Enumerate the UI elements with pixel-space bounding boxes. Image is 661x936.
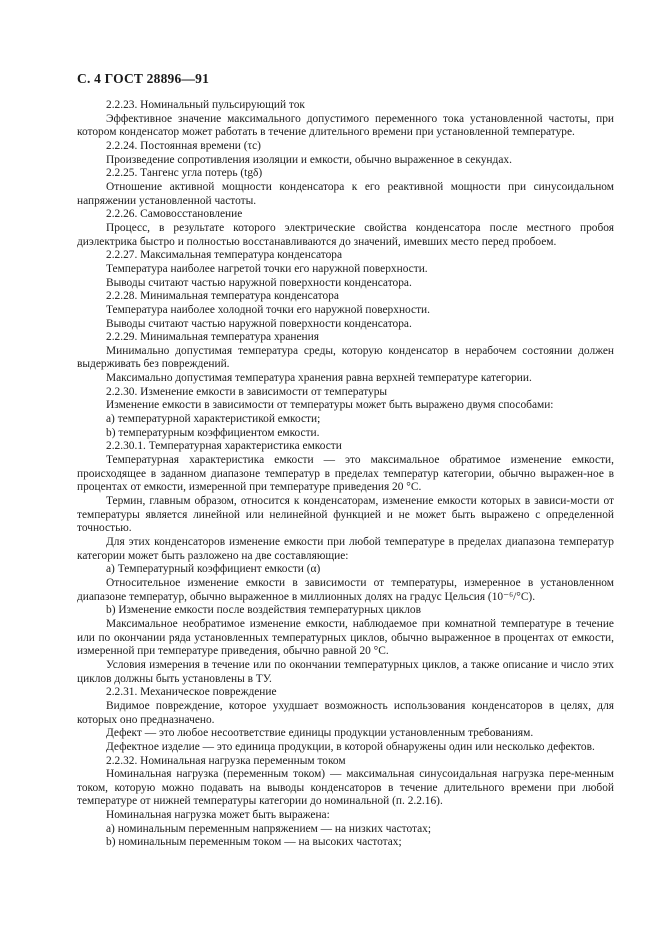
section-heading: 2.2.24. Постоянная времени (τc) (106, 139, 261, 152)
paragraph: Термин, главным образом, относится к конденсаторам, изменение емкости которых в зависи-мости от температуры является линейной или нелинейной функцией и не может быть выражено с определенной точностью. (77, 495, 614, 535)
paragraph: Видимое повреждение, которое ухудшает возможность использования конденсаторов в целях, для которых оно предназначено. (77, 699, 614, 726)
paragraph: Изменение емкости в зависимости от температуры может быть выражено двумя способами: (106, 399, 554, 412)
list-item: а) температурной характеристикой емкости; (106, 413, 321, 426)
section-heading: 2.2.29. Минимальная температура хранения (106, 331, 319, 344)
paragraph: Относительное изменение емкости в зависимости от температуры, измеренное в установленном диапазоне температур, обычно выраженное в миллионных долях на градус Цельсия (10⁻⁶/°С). (77, 576, 614, 603)
page-header: С. 4 ГОСТ 28896—91 (77, 71, 210, 86)
list-item: b) номинальным переменным током — на высоких частотах; (106, 836, 402, 849)
paragraph: Для этих конденсаторов изменение емкости при любой температуре в пределах диапазона температур категории может быть разложено на две составляющие: (77, 536, 614, 562)
section-heading: 2.2.27. Максимальная температура конденсатора (106, 249, 343, 262)
paragraph: Температура наиболее холодной точки его наружной поверхности. (106, 303, 431, 316)
paragraph: Эффективное значение максимального допустимого переменного тока установленной частоты, при котором конденсатор может работать в течение длительного времени при установленной температуре. (77, 112, 614, 139)
section-heading: 2.2.30.1. Температурная характеристика емкости (106, 440, 342, 453)
paragraph: Температурная характеристика емкости — это максимальное обратимое изменение емкости, происходящее в заданном диапазоне температур в пределах температур категории, обычно выражен-ное в процентах от емкости, измеренной при температуре приведения 20 °С. (77, 454, 614, 494)
paragraph: Отношение активной мощности конденсатора к его реактивной мощности при синусоидальном напряжении установленной частоты. (77, 180, 614, 207)
section-heading: 2.2.30. Изменение емкости в зависимости от температуры (106, 385, 388, 398)
paragraph: Условия измерения в течение или по окончании температурных циклов, а также описание и число этих циклов должны быть установлены в ТУ. (77, 658, 614, 685)
paragraph: Дефектное изделие — это единица продукции, в которой обнаружены один или несколько дефектов. (106, 740, 595, 753)
paragraph: Максимально допустимая температура хранения равна верхней температуре категории. (106, 372, 532, 385)
list-item: b) температурным коэффициентом емкости. (106, 426, 320, 439)
paragraph: Дефект — это любое несоответствие единицы продукции установленным требованиям. (106, 727, 534, 740)
paragraph: Температура наиболее нагретой точки его наружной поверхности. (106, 262, 428, 275)
list-item: а) Температурный коэффициент емкости (α) (106, 563, 321, 576)
section-heading: 2.2.25. Тангенс угла потерь (tgδ) (106, 167, 263, 180)
paragraph: Выводы считают частью наружной поверхности конденсатора. (106, 317, 412, 330)
paragraph: Номинальная нагрузка может быть выражена: (106, 809, 330, 822)
paragraph: Произведение сопротивления изоляции и емкости, обычно выраженное в секундах. (106, 153, 512, 166)
paragraph: Выводы считают частью наружной поверхности конденсатора. (106, 276, 412, 289)
paragraph: Максимальное необратимое изменение емкости, наблюдаемое при комнатной температуре в течение или по окончании ряда установленных температурных циклов, обычно выраженное в процентах от емкости, измеренной при температуре приведения, обычно равной 20 °С. (77, 617, 614, 658)
section-heading: 2.2.23. Номинальный пульсирующий ток (106, 99, 305, 111)
section-heading: 2.2.31. Механическое повреждение (106, 686, 277, 699)
list-item: а) номинальным переменным напряжением — на низких частотах; (106, 822, 432, 835)
paragraph: Процесс, в результате которого электрические свойства конденсатора после местного пробоя диэлектрика быстро и полностью восстанавливаются до значений, имевших место перед пробоем. (77, 221, 614, 248)
list-item: b) Изменение емкости после воздействия температурных циклов (106, 604, 421, 617)
document-body (77, 99, 614, 850)
section-heading: 2.2.32. Номинальная нагрузка переменным током (106, 754, 346, 767)
paragraph: Номинальная нагрузка (переменным током) — максимальная синусоидальная нагрузка пере-менным током, которую можно подавать на выводы конденсаторов в течение длительного времени при любой температуре от нижней температуры категории до номинальной (п. 2.2.16). (77, 768, 614, 808)
section-heading: 2.2.26. Самовосстановление (106, 208, 243, 221)
section-heading: 2.2.28. Минимальная температура конденсатора (106, 290, 339, 303)
paragraph: Минимально допустимая температура среды, которую конденсатор в нерабочем состоянии должен выдерживать без повреждений. (77, 344, 614, 371)
